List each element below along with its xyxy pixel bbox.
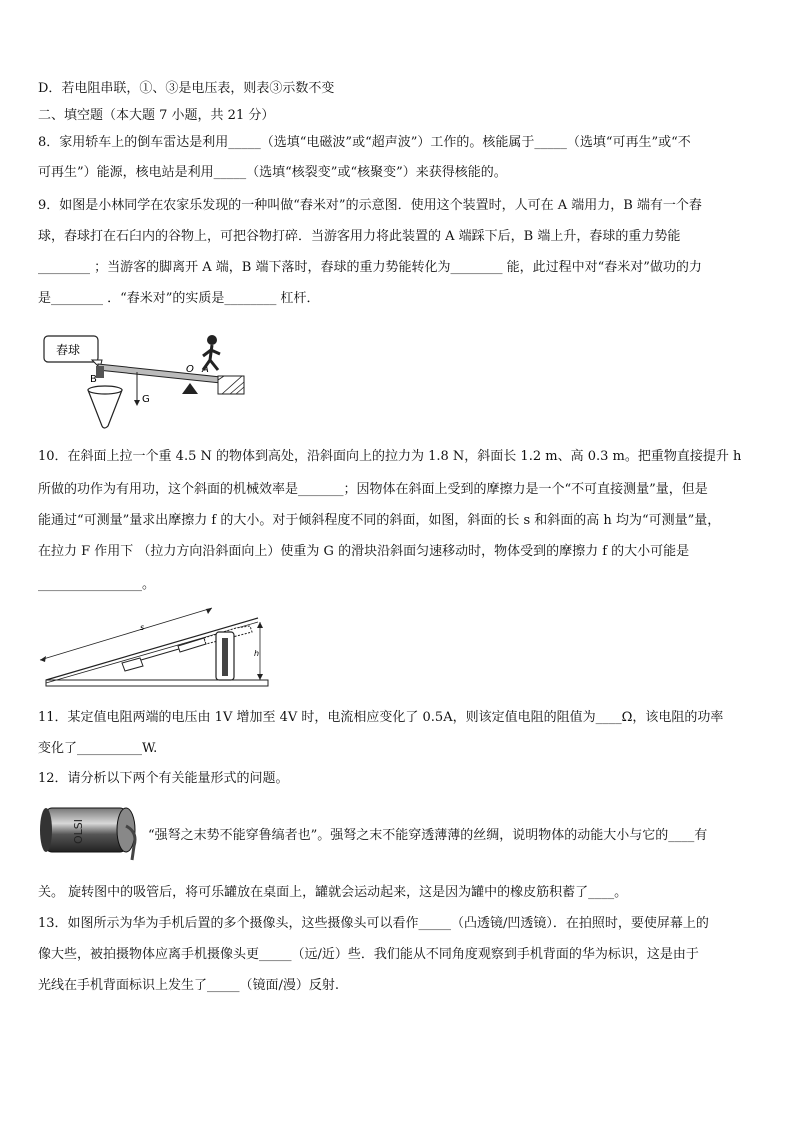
- question-8-line-2: 可再生”）能源，核电站是利用_____（选填“核裂变”或“核聚变”）来获得核能的。: [38, 165, 507, 180]
- question-10-line-1: 10．在斜面上拉一个重 4.5 N 的物体到高处，沿斜面向上的拉力为 1.8 N，斜面长 1.2 m、高 0.3 m。把重物直接提升 h: [38, 449, 742, 464]
- person-head: [207, 335, 217, 345]
- question-9-line-2: 球，舂球打在石臼内的谷物上，可把谷物打碎．当游客用力将此装置的 A 端踩下后，B 端上升，舂球的重力势能: [38, 229, 681, 244]
- section-heading: 二、填空题（本大题 7 小题，共 21 分）: [38, 108, 275, 123]
- fulcrum: [182, 383, 198, 394]
- question-10-line-2: 所做的功作为有用功，这个斜面的机械效率是_______；因物体在斜面上受到的摩擦力是一个“不可直接测量”量，但是: [38, 482, 708, 497]
- can-body: [46, 808, 126, 852]
- label-o: O: [186, 364, 194, 375]
- question-13-line-2: 像大些，被拍摄物体应离手机摄像头更_____（远/近）些．我们能从不同角度观察到手机背面的华为标识，这是由于: [38, 947, 699, 962]
- question-11-line-1: 11．某定值电阻两端的电压由 1V 增加至 4V 时，电流相应变化了 0.5A，则该定值电阻的阻值为____Ω，该电阻的功率: [38, 710, 724, 725]
- question-13-line-3: 光线在手机背面标识上发生了_____（镜面/漫）反射.: [38, 978, 340, 993]
- question-10-line-5: ________________。: [38, 577, 156, 592]
- text-line-1: D．若电阻串联，①、③是电压表，则表③示数不变: [38, 81, 335, 96]
- pounder-head: [96, 366, 104, 378]
- ball-label: 舂球: [56, 343, 81, 357]
- label-b: B: [90, 374, 97, 385]
- label-a: A: [202, 364, 209, 375]
- label-g: G: [142, 394, 150, 405]
- ground-board: [46, 680, 268, 686]
- question-13-line-1: 13．如图所示为华为手机后置的多个摄像头，这些摄像头可以看作_____（凸透镜/凹透镜）．在拍照时，要使屏幕上的: [38, 916, 709, 931]
- can-print: OLSI: [72, 818, 85, 844]
- question-12-line-2: “强弩之末势不能穿鲁缟者也”。强弩之末不能穿透薄薄的丝绸，说明物体的动能大小与它的____有: [148, 828, 708, 843]
- question-9-line-3: ________ ；当游客的脚离开 A 端，B 端下落时，舂球的重力势能转化为________ 能，此过程中对“舂米对”做功的力: [38, 260, 702, 275]
- question-9-line-4: 是________ ．“舂米对”的实质是________ 杠杆．: [38, 291, 320, 306]
- question-10-line-4: 在拉力 F 作用下 （拉力方向沿斜面向上）使重为 G 的滑块沿斜面匀速移动时，物体受到的摩擦力 f 的大小可能是: [38, 544, 690, 559]
- question-12-line-3: 关。 旋转图中的吸管后，将可乐罐放在桌面上，罐就会运动起来，这是因为罐中的橡皮筋积蓄了____。: [38, 885, 628, 900]
- question-10-line-3: 能通过“可测量”量求出摩擦力 f 的大小。对于倾斜程度不同的斜面，如图，斜面的长 s 和斜面的高 h 均为“可测量”量，: [38, 513, 721, 528]
- inclined-plane-figure: [36, 598, 276, 692]
- lever-bar: [98, 364, 230, 384]
- question-12-line-1: 12．请分析以下两个有关能量形式的问题。: [38, 771, 289, 786]
- length-marker: [40, 608, 212, 660]
- question-11-line-2: 变化了__________W.: [38, 741, 158, 756]
- person-body: [203, 345, 220, 370]
- rolling-can-figure: [38, 796, 144, 862]
- question-9-line-1: 9．如图是小林同学在农家乐发现的一种叫做“舂米对”的示意图．使用这个装置时，人可在 A 端用力，B 端有一个舂: [38, 198, 702, 213]
- label-h: h: [254, 649, 260, 658]
- label-s: s: [140, 623, 145, 632]
- question-8-line-1: 8．家用轿车上的倒车雷达是利用_____（选填“电磁波”或“超声波”）工作的。核能属于_____（选填“可再生”或“不: [38, 135, 691, 150]
- rice-pounder-figure: [40, 330, 250, 435]
